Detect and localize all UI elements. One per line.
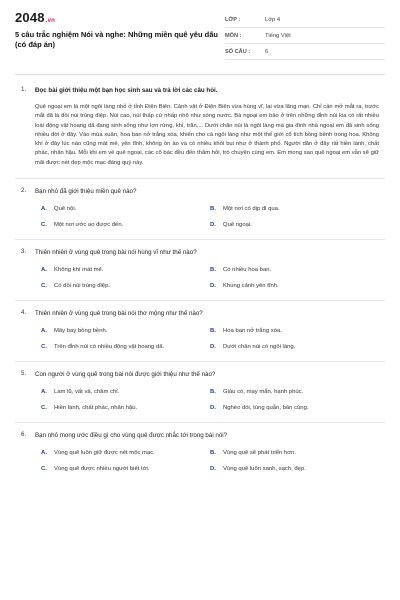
option-text: Vùng quê luôn giữ được nét mộc mạc. [54, 450, 155, 457]
question-text: Bạn nhỏ đã giới thiệu miền quê nào? [35, 188, 137, 196]
answer-option-b[interactable] [210, 266, 379, 274]
answer-option-a[interactable] [41, 327, 210, 335]
answer-option-d[interactable] [210, 282, 379, 290]
meta-key: SỐ CÂU : [225, 48, 251, 55]
question-number: 6. [21, 431, 27, 439]
question-divider [15, 178, 385, 179]
option-letter: D. [210, 405, 216, 412]
answer-option-a[interactable] [41, 205, 210, 213]
logo-tld: .vn [45, 18, 56, 24]
option-letter: C. [41, 222, 47, 229]
answer-option-d[interactable] [210, 221, 379, 229]
option-text: Mây bay bồng bềnh. [54, 328, 108, 335]
option-text: Một nơi có dịp đi qua. [223, 206, 280, 213]
meta-key: MÔN : [225, 32, 242, 39]
question-4 [15, 309, 385, 351]
worksheet-meta [225, 12, 385, 60]
question-1 [15, 86, 385, 95]
reading-passage: Quê ngoại em là một ngôi làng nhỏ ở tỉnh Điện Biên. Cảnh vật ở Điện Biên vừa hùng vĩ, lại vừa lãng mạn. Chỉ cần mở mắt ra, trước mắt đã là đồi núi trùng điệp. Núi cao, núi thấp cứ nhấp nhô như sóng nước. Bà ngoại em bảo ở trên những đỉnh núi kia có rất nhiều loài động vật hoang dã đang sinh sống như lợn rừng, khỉ, trăn,... Dưới chân núi là ngôi làng mà gia đình nhà ngoại em đã sinh sống nhiều đời ở đây. Vào mùa xuân, hoa ban nở trắng xóa, khiến cho cả ngôi làng như một thế giới cổ tích bồng bềnh trong hoa. Không khí ở đây lúc nào cũng mát mẻ, yên tĩnh, không ồn ào và có nhiều khói bụi như ở thành phố. Người dân ở đây rất hiền lành, chất phác, nhân hậu. Mỗi khi em về quê ngoại, các cô bác đều đến thăm hỏi, trò chuyện cùng em. Em mong sao quê ngoại em vẫn sẽ giữ mãi được nét đẹp mộc mạc đáng quý này. [35, 104, 379, 166]
question-divider [15, 300, 385, 301]
option-letter: A. [41, 389, 47, 396]
question-2 [15, 187, 385, 229]
answer-option-c[interactable] [41, 404, 210, 412]
option-text: Hiền lành, chất phác, nhân hậu. [54, 405, 138, 412]
answer-option-d[interactable] [210, 465, 379, 473]
answer-option-d[interactable] [210, 343, 379, 351]
answer-option-c[interactable] [41, 282, 210, 290]
option-text: Giàu có, may mắn, hạnh phúc. [223, 389, 304, 396]
option-text: Hoa ban nở trắng xóa. [223, 328, 282, 335]
answer-option-b[interactable] [210, 388, 379, 396]
option-letter: C. [41, 405, 47, 412]
question-6 [15, 431, 385, 473]
option-text: Lam lũ, vất vả, chăm chỉ. [54, 389, 120, 396]
question-divider [15, 422, 385, 423]
meta-row-count [225, 44, 385, 60]
answer-options [41, 388, 379, 412]
question-text: Đọc bài giới thiệu một bạn học sinh sau và trả lời các câu hỏi. [35, 87, 218, 94]
meta-value: Lớp 4 [265, 16, 281, 23]
question-text: Con người ở vùng quê trong bài nói được giới thiệu như thế nào? [35, 371, 216, 379]
question-text: Thiên nhiên ở vùng quê trong bài nói thơ mộng như thế nào? [35, 310, 203, 318]
option-text: Có nhiều hoa ban. [223, 267, 272, 274]
brand-block [15, 10, 220, 50]
option-letter: B. [210, 389, 216, 396]
question-divider [15, 239, 385, 240]
answer-option-a[interactable] [41, 449, 210, 457]
logo-text: 2048 [15, 10, 45, 25]
meta-value: 6 [265, 48, 269, 55]
question-number: 5. [21, 370, 27, 378]
option-letter: B. [210, 267, 216, 274]
option-text: Khung cảnh yên tĩnh. [223, 283, 279, 290]
header-divider [15, 74, 385, 75]
option-letter: A. [41, 206, 47, 213]
worksheet-header [15, 10, 385, 68]
option-text: Trên đỉnh núi có nhiều động vật hoang dã. [54, 344, 165, 351]
site-logo[interactable] [15, 10, 220, 25]
answer-options [41, 205, 379, 229]
answer-option-b[interactable] [210, 449, 379, 457]
option-text: Nghèo đói, túng quẫn, bần cùng. [223, 405, 309, 412]
option-letter: D. [210, 466, 216, 473]
answer-option-b[interactable] [210, 327, 379, 335]
meta-row-subject [225, 28, 385, 44]
answer-option-c[interactable] [41, 465, 210, 473]
answer-option-d[interactable] [210, 404, 379, 412]
option-letter: D. [210, 283, 216, 290]
question-number: 1. [21, 86, 27, 93]
option-letter: C. [41, 283, 47, 290]
answer-options [41, 266, 379, 290]
option-letter: B. [210, 450, 216, 457]
option-text: Dưới chân núi có ngôi làng. [223, 344, 296, 351]
answer-options [41, 449, 379, 473]
meta-value: Tiếng Việt [265, 32, 291, 39]
question-text: Bạn nhỏ mong ước điều gì cho vùng quê được nhắc tới trong bài nói? [35, 432, 228, 440]
option-text: Vùng quê sẽ phát triển hơn. [223, 450, 296, 457]
option-text: Vùng quê luôn xanh, sạch, đẹp. [223, 466, 306, 473]
option-letter: B. [210, 206, 216, 213]
option-letter: A. [41, 450, 47, 457]
answer-option-b[interactable] [210, 205, 379, 213]
answer-option-a[interactable] [41, 388, 210, 396]
option-letter: C. [41, 466, 47, 473]
question-text: Thiên nhiên ở vùng quê trong bài nói hùng vĩ như thế nào? [35, 249, 197, 257]
option-text: Không khí mát mẻ. [54, 267, 104, 274]
question-number: 3. [21, 248, 27, 256]
option-text: Vùng quê được nhiều người biết tới. [54, 466, 150, 473]
question-3 [15, 248, 385, 290]
answer-option-c[interactable] [41, 221, 210, 229]
question-number: 4. [21, 309, 27, 317]
option-text: Một nơi ước ao được đến. [54, 222, 124, 229]
option-letter: D. [210, 344, 216, 351]
option-letter: D. [210, 222, 216, 229]
meta-row-class [225, 12, 385, 28]
option-letter: A. [41, 267, 47, 274]
question-divider [15, 361, 385, 362]
answer-option-a[interactable] [41, 266, 210, 274]
answer-option-c[interactable] [41, 343, 210, 351]
meta-key: LỚP : [225, 16, 241, 23]
answer-options [41, 327, 379, 351]
option-letter: C. [41, 344, 47, 351]
question-number: 2. [21, 187, 27, 195]
option-letter: A. [41, 328, 47, 335]
option-text: Quê ngoại. [223, 222, 252, 229]
worksheet-title: 5 câu trắc nghiệm Nói và nghe: Những miền quê yêu dấu (có đáp án) [15, 30, 218, 49]
question-5 [15, 370, 385, 412]
option-text: Quê nội. [54, 206, 77, 213]
option-text: Có đồi núi trùng điệp. [54, 283, 110, 290]
option-letter: B. [210, 328, 216, 335]
